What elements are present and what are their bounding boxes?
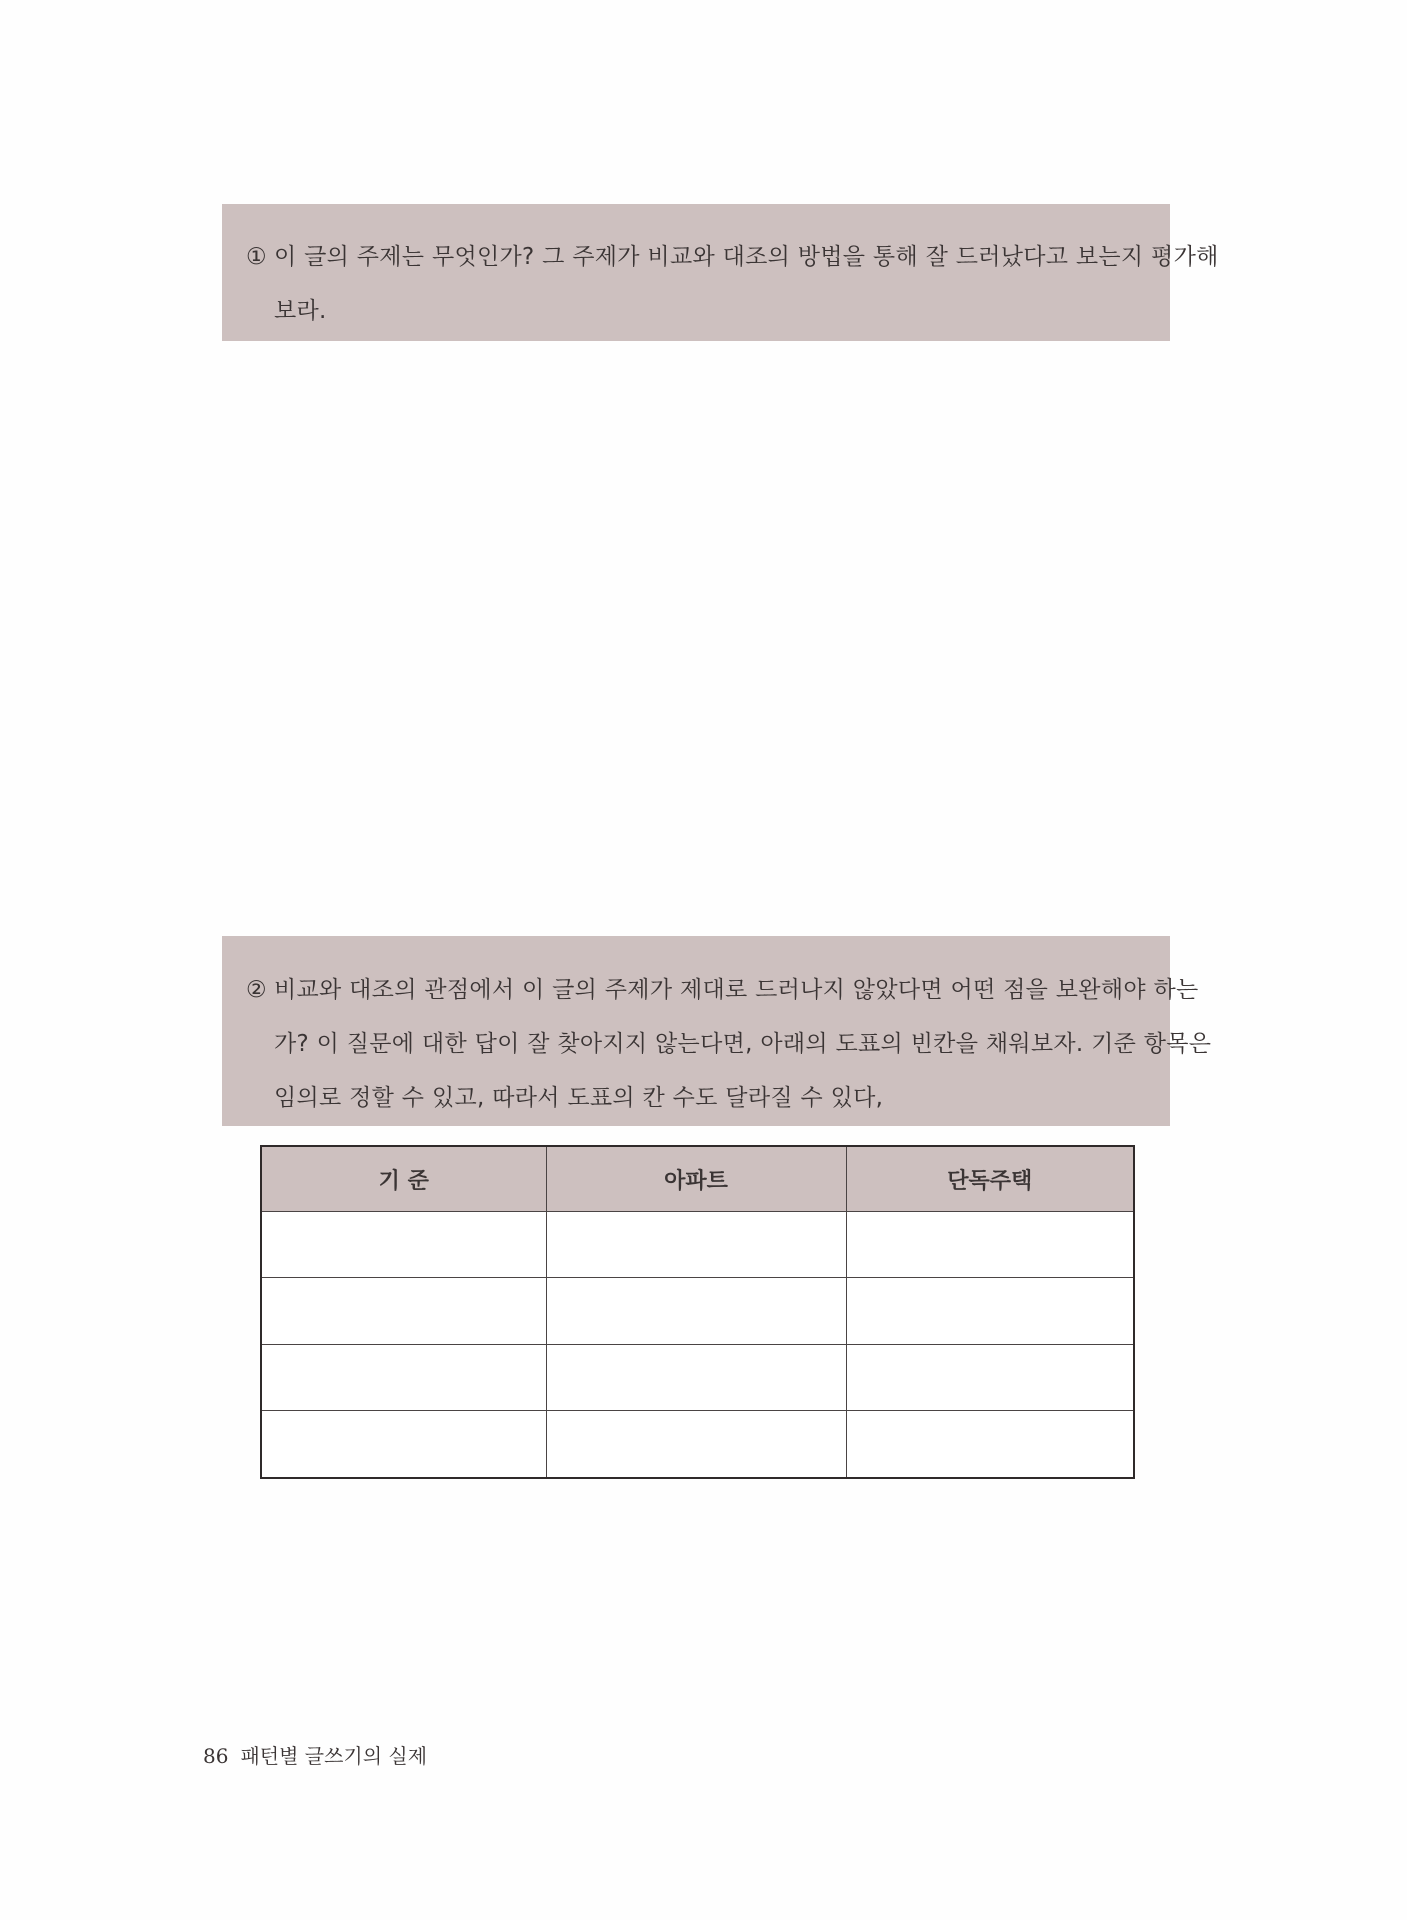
table-cell[interactable] [261,1411,546,1478]
question-1-line-2: 보라. [274,298,327,324]
table-cell[interactable] [546,1344,846,1410]
table-row [261,1411,1134,1478]
question-2-line-2: 가? 이 질문에 대한 답이 잘 찾아지지 않는다면, 아래의 도표의 빈칸을 채워보자. 기준 항목은 [274,1031,1212,1057]
table-cell[interactable] [546,1212,846,1278]
comparison-table [260,1145,1135,1479]
header-criteria: 기 준 [261,1146,546,1212]
table-header-row [261,1146,1134,1212]
question-1-number: ① [246,244,267,270]
table-cell[interactable] [546,1278,846,1344]
question-1-line-1 [222,230,1219,284]
question-1-box [222,204,1219,341]
table-cell[interactable] [546,1411,846,1478]
table-row [261,1278,1134,1344]
page-number: 86 [203,1744,229,1768]
table-cell[interactable] [846,1411,1134,1478]
header-apartment: 아파트 [546,1146,846,1212]
table-cell[interactable] [846,1212,1134,1278]
table-cell[interactable] [261,1344,546,1410]
book-title: 패턴별 글쓰기의 실제 [240,1744,428,1768]
table-cell[interactable] [846,1278,1134,1344]
question-2-line-1 [222,963,1199,1017]
table-row [261,1344,1134,1410]
table-row [261,1212,1134,1278]
table-cell[interactable] [261,1278,546,1344]
table-cell[interactable] [846,1344,1134,1410]
question-2-number: ② [246,977,267,1003]
table-cell[interactable] [261,1212,546,1278]
question-2-line-3: 임의로 정할 수 있고, 따라서 도표의 칸 수도 달라질 수 있다, [274,1085,884,1111]
question-1-text-1: 이 글의 주제는 무엇인가? 그 주제가 비교와 대조의 방법을 통해 잘 드러났다고 보는지 평가해 [274,244,1219,270]
question-2-text-1: 비교와 대조의 관점에서 이 글의 주제가 제대로 드러나지 않았다면 어떤 점을 보완해야 하는 [274,977,1199,1003]
question-2-box [222,936,1212,1126]
page-footer [203,1740,427,1769]
header-detached-house: 단독주택 [846,1146,1134,1212]
